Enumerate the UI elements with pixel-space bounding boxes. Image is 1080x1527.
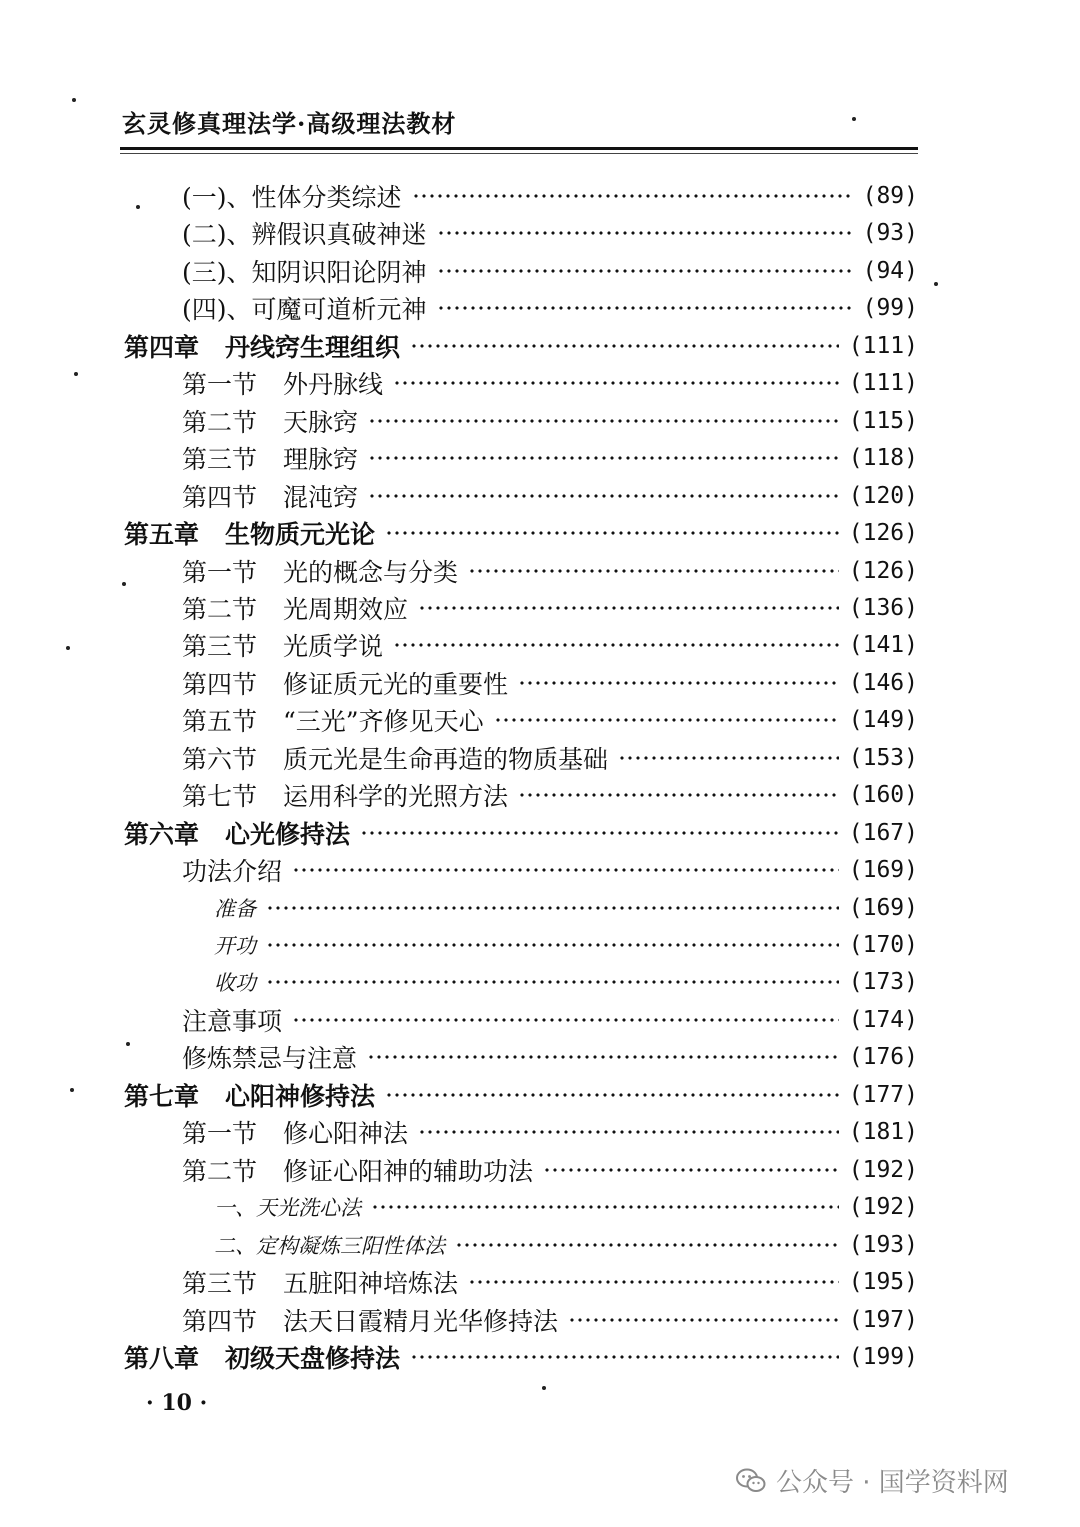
chapter-number: 第八章 (124, 1344, 200, 1373)
dot-leader (437, 230, 853, 236)
toc-entry-title (182, 478, 358, 514)
dot-leader (418, 605, 839, 611)
entry-title-text: 生物质元光论 (225, 520, 376, 549)
chapter-number: 第六章 (124, 820, 200, 849)
dot-leader (618, 755, 839, 761)
dot-leader (368, 418, 839, 424)
section-number: 第三节 (182, 445, 258, 474)
toc-entry (124, 1341, 918, 1373)
entry-title-text: 运用科学的光照方法 (283, 782, 509, 811)
entry-title-text: 准备 (214, 897, 256, 921)
dot-leader (437, 305, 853, 311)
scan-speck (852, 117, 856, 121)
section-number: 第四节 (182, 670, 258, 699)
chapter-number: 第四章 (124, 333, 200, 362)
scan-speck (74, 372, 78, 376)
section-number: 第三节 (182, 632, 258, 661)
entry-title-text: 混沌窍 (283, 483, 359, 512)
entry-title-text: 五脏阳神培炼法 (283, 1269, 459, 1298)
toc-entry-title (124, 515, 375, 551)
toc-entry (182, 1041, 918, 1073)
toc-entry (182, 592, 918, 624)
toc-entry (182, 217, 918, 249)
dot-leader (468, 568, 839, 574)
toc-entry (182, 555, 918, 587)
scan-speck (122, 582, 126, 586)
scan-speck (934, 282, 938, 286)
toc-entry (182, 292, 918, 324)
entry-title-text: (一)、性体分类综述 (182, 183, 402, 212)
toc-entry-page: (169) (848, 857, 918, 883)
section-number: 第二节 (182, 595, 258, 624)
section-number: 第六节 (182, 745, 258, 774)
toc-entry-page: (141) (848, 632, 918, 658)
toc-entry-page: (193) (848, 1232, 918, 1258)
toc-entry-title (182, 178, 402, 214)
dot-leader (494, 717, 839, 723)
dot-leader (418, 1129, 839, 1135)
toc-entry (182, 1116, 918, 1148)
toc-entry (182, 742, 918, 774)
entry-title-text: 修炼禁忌与注意 (182, 1044, 358, 1073)
dot-leader (412, 193, 853, 199)
toc-entry-page: (195) (848, 1269, 918, 1295)
dot-leader (568, 1317, 839, 1323)
toc-entry-page: (197) (848, 1307, 918, 1333)
entry-title-text: 二、定构凝炼三阳性体法 (214, 1234, 445, 1258)
toc-entry-title (182, 440, 358, 476)
toc-entry-title (182, 627, 383, 663)
toc-entry-title (182, 365, 383, 401)
toc-entry-title (182, 1114, 408, 1150)
dot-leader (455, 1242, 839, 1248)
entry-title-text: 修证心阳神的辅助功法 (283, 1157, 534, 1186)
dot-leader (292, 867, 839, 873)
toc-entry (182, 629, 918, 661)
toc-entry-title (182, 740, 608, 776)
dot-leader (468, 1279, 839, 1285)
dot-leader (367, 1054, 839, 1060)
toc-entry (182, 180, 918, 212)
chapter-number: 第七章 (124, 1082, 200, 1111)
section-number: 第一节 (182, 370, 258, 399)
section-number: 第七节 (182, 782, 258, 811)
toc-entry-title (124, 1077, 375, 1113)
toc-entry (214, 892, 918, 924)
section-number: 第四节 (182, 1307, 258, 1336)
toc-entry (182, 1266, 918, 1298)
dot-leader (410, 343, 839, 349)
toc-entry-page: (177) (848, 1082, 918, 1108)
dot-leader (385, 530, 839, 536)
toc-entry-page: (149) (848, 707, 918, 733)
dot-leader (292, 1017, 839, 1023)
toc-entry (182, 779, 918, 811)
toc-entry (182, 1154, 918, 1186)
entry-title-text: 心光修持法 (225, 820, 351, 849)
dot-leader (518, 680, 839, 686)
toc-entry-title (182, 1152, 533, 1188)
dot-leader (266, 979, 839, 985)
scan-speck (136, 205, 140, 209)
toc-entry (124, 330, 918, 362)
entry-title-text: 功法介绍 (182, 857, 283, 886)
section-number: 第三节 (182, 1269, 258, 1298)
toc-entry-page: (126) (848, 520, 918, 546)
scan-speck (72, 98, 76, 102)
entry-title-text: 光周期效应 (283, 595, 409, 624)
entry-title-text: 光的概念与分类 (283, 558, 459, 587)
entry-title-text: 修心阳神法 (283, 1119, 409, 1148)
toc-entry (182, 854, 918, 886)
entry-title-text: 收功 (214, 971, 256, 995)
scan-speck (70, 1088, 74, 1092)
entry-title-text: 丹线窍生理组织 (225, 333, 401, 362)
toc-entry (182, 480, 918, 512)
page-number: · 10 · (146, 1390, 208, 1416)
dot-leader (393, 642, 839, 648)
toc-entry (214, 1229, 918, 1261)
toc-entry-title (124, 1339, 400, 1375)
toc-entry-page: (173) (848, 969, 918, 995)
entry-title-text: 心阳神修持法 (225, 1082, 376, 1111)
toc-entry-title (182, 1002, 282, 1038)
toc-entry-title (214, 1192, 361, 1222)
entry-title-text: “三光”齐修见天心 (283, 707, 484, 736)
toc-entry-page: (99) (862, 295, 918, 321)
toc-entry-title (124, 328, 400, 364)
toc-entry-title (182, 665, 508, 701)
toc-entry-page: (94) (862, 258, 918, 284)
toc-entry-page: (146) (848, 670, 918, 696)
entry-title-text: 初级天盘修持法 (225, 1344, 401, 1373)
section-number: 第五节 (182, 707, 258, 736)
toc-entry-page: (126) (848, 558, 918, 584)
running-header: 玄灵修真理法学·高级理法教材 (122, 109, 457, 138)
dot-leader (410, 1354, 839, 1360)
dot-leader (266, 942, 839, 948)
toc-entry-title (182, 702, 484, 738)
dot-leader (393, 380, 839, 386)
entry-title-text: 法天日霞精月光华修持法 (283, 1307, 559, 1336)
toc-entry-page: (136) (848, 595, 918, 621)
toc-entry (182, 704, 918, 736)
section-number: 第二节 (182, 1157, 258, 1186)
toc-entry-title (214, 893, 256, 923)
toc-entry-page: (169) (848, 895, 918, 921)
wechat-icon (736, 1468, 766, 1494)
entry-title-text: 天脉窍 (283, 408, 359, 437)
toc-entry (124, 817, 918, 849)
toc-entry-title (182, 1302, 558, 1338)
entry-title-text: 理脉窍 (283, 445, 359, 474)
toc-entry-title (182, 403, 358, 439)
toc-entry-page: (176) (848, 1044, 918, 1070)
entry-title-text: (三)、知阴识阳论阴神 (182, 258, 427, 287)
toc-entry-title (214, 930, 256, 960)
toc-entry-page: (111) (848, 370, 918, 396)
dot-leader (368, 493, 839, 499)
toc-entry-page: (153) (848, 745, 918, 771)
watermark (736, 1462, 1009, 1499)
section-number: 第一节 (182, 558, 258, 587)
entry-title-text: 光质学说 (283, 632, 384, 661)
dot-leader (385, 1092, 839, 1098)
entry-title-text: 一、天光洗心法 (214, 1196, 361, 1220)
toc-entry-title (182, 777, 508, 813)
toc-entry-title (124, 815, 350, 851)
toc-entry (124, 1079, 918, 1111)
toc-entry (182, 255, 918, 287)
toc-entry (214, 966, 918, 998)
dot-leader (266, 905, 839, 911)
toc-entry-page: (160) (848, 782, 918, 808)
toc-entry-title (182, 852, 282, 888)
toc-entry-title (182, 553, 458, 589)
toc-entry-title (182, 215, 427, 251)
entry-title-text: 注意事项 (182, 1007, 283, 1036)
section-number: 第二节 (182, 408, 258, 437)
toc-entry-page: (192) (848, 1194, 918, 1220)
toc-entry-title (182, 1039, 357, 1075)
watermark-text: 公众号 · 国学资料网 (776, 1468, 1009, 1498)
toc-entry (182, 667, 918, 699)
toc-entry-page: (120) (848, 483, 918, 509)
dot-leader (543, 1167, 839, 1173)
dot-leader (368, 455, 839, 461)
dot-leader (360, 830, 839, 836)
toc-entry-page: (181) (848, 1119, 918, 1145)
toc-entry (182, 405, 918, 437)
toc-entry-page: (89) (862, 183, 918, 209)
dot-leader (371, 1204, 839, 1210)
toc-entry (214, 929, 918, 961)
toc-entry-title (214, 1230, 445, 1260)
dot-leader (437, 268, 853, 274)
entry-title-text: (二)、辨假识真破神迷 (182, 220, 427, 249)
toc-entry (182, 1004, 918, 1036)
toc-entry (182, 442, 918, 474)
section-number: 第四节 (182, 483, 258, 512)
entry-title-text: 修证质元光的重要性 (283, 670, 509, 699)
toc-entry-page: (93) (862, 220, 918, 246)
toc-entry-title (182, 1264, 458, 1300)
scan-speck (542, 1386, 546, 1390)
entry-title-text: 外丹脉线 (283, 370, 384, 399)
scan-speck (66, 646, 70, 650)
toc-entry-title (182, 253, 427, 289)
toc-entry-page: (199) (848, 1344, 918, 1370)
toc-entry-page: (174) (848, 1007, 918, 1033)
toc-entry-page: (115) (848, 408, 918, 434)
chapter-number: 第五章 (124, 520, 200, 549)
dot-leader (518, 792, 839, 798)
entry-title-text: 质元光是生命再造的物质基础 (283, 745, 609, 774)
toc-entry-title (182, 290, 427, 326)
toc-entry-page: (167) (848, 820, 918, 846)
entry-title-text: (四)、可魔可道析元神 (182, 295, 427, 324)
toc-entry-title (182, 590, 408, 626)
toc-entry-page: (170) (848, 932, 918, 958)
toc-entry (124, 517, 918, 549)
section-number: 第一节 (182, 1119, 258, 1148)
toc-entry (182, 367, 918, 399)
toc-entry-page: (111) (848, 333, 918, 359)
scan-speck (126, 1042, 130, 1046)
toc-entry-page: (192) (848, 1157, 918, 1183)
toc-entry-page: (118) (848, 445, 918, 471)
entry-title-text: 开功 (214, 934, 256, 958)
toc-entry (214, 1191, 918, 1223)
toc-entry (182, 1304, 918, 1336)
toc-entry-title (214, 967, 256, 997)
